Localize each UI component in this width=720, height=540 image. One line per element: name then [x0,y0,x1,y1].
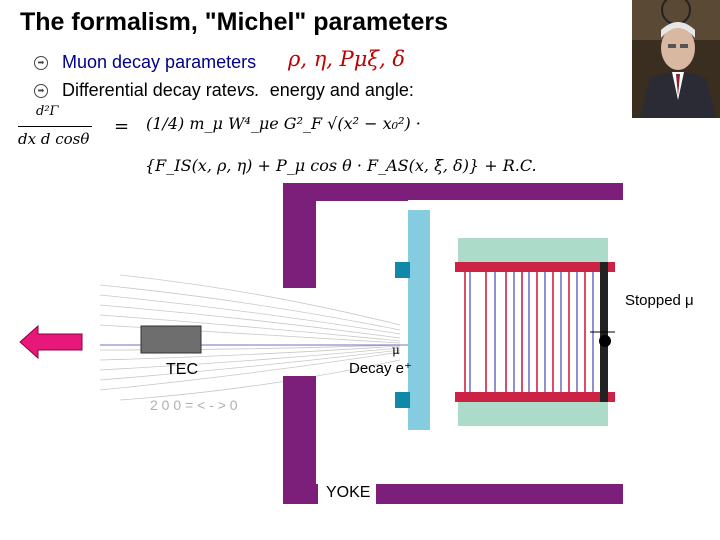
bullet-text-after: energy and angle: [259,80,414,100]
beam-direction-arrow [20,326,82,358]
decay-positron-label: Decay e⁺ [349,360,412,377]
stopped-muon-dot [599,335,611,347]
chamber-planes [395,200,623,432]
equation-equals: = [114,116,130,137]
equation-lhs-denominator: dx d cosθ [18,130,90,148]
bullet-icon: ➡ [34,56,48,70]
tec-block [141,326,201,353]
tec-label: TEC [166,361,198,378]
yoke-label: YOKE [326,484,371,501]
bullet-text-before: Differential decay rate [62,80,237,100]
equation-rhs-line1: (1/4) m_μ W⁴_μe G²_F √(x² − x₀²) · [146,114,421,133]
bullet-text: Muon decay parameters [62,52,257,72]
michel-parameter-symbols: ρ, η, Pμξ, δ [288,47,405,71]
bullet-icon: ➡ [34,84,48,98]
stopped-muon-label: Stopped μ [625,292,694,309]
mu-marker-label: μ [392,343,400,357]
equation-lhs-numerator: d²Γ [36,104,59,119]
equation-rhs-line2: {F_IS(x, ρ, η) + P_μ cos θ · F_AS(x, ξ, δ)} + R.C. [145,156,537,175]
slide-title: The formalism, "Michel" parameters [20,8,449,36]
faint-scale-text: 2 0 0 = < - > 0 [150,397,238,413]
bullet-emphasis: vs. [236,80,260,100]
